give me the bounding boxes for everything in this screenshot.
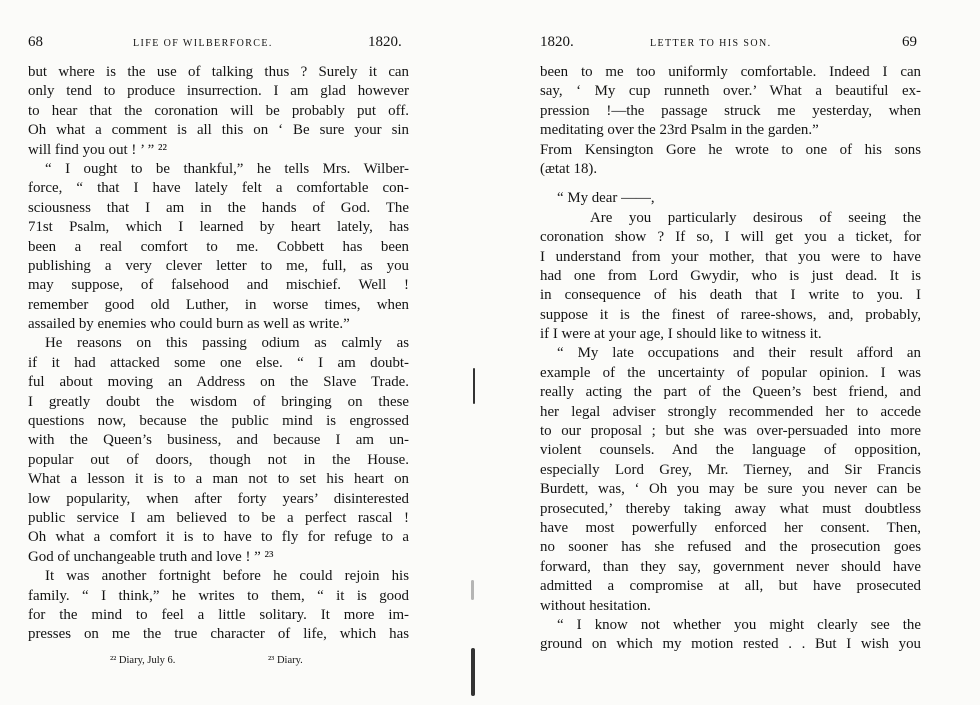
left-footnotes bbox=[110, 655, 393, 666]
text-line: violent counsels. And the language of opposition, bbox=[540, 442, 921, 459]
text-line: forward, than they say, government never should have bbox=[540, 558, 921, 575]
text-line: popular out of doors, though not in the House. bbox=[28, 451, 409, 468]
text-line: “ I know not whether you might clearly see the bbox=[557, 616, 921, 633]
text-line: been a real comfort to me. Cobbett has been bbox=[28, 238, 409, 255]
right-page bbox=[490, 0, 980, 705]
text-line: Oh what a comment is all this on ‘ Be sure your sin bbox=[28, 122, 409, 139]
right-running-head: LETTER TO HIS SON. bbox=[650, 38, 772, 49]
text-line: God of unchangeable truth and love ! ” ²³ bbox=[28, 548, 274, 565]
text-line: What a lesson it is to a man not to set his heart on bbox=[28, 471, 409, 488]
text-line: been to me too uniformly comfortable. Indeed I can bbox=[540, 64, 921, 80]
text-line: family. “ I think,” he writes to them, “ it is good bbox=[28, 587, 409, 604]
text-line: suppose it is the finest of raree-shows, and, probably, bbox=[540, 306, 921, 323]
text-line: with the Queen’s business, and because I am un- bbox=[28, 432, 409, 449]
text-line: will find you out ! ’ ” ²² bbox=[28, 141, 167, 158]
right-year: 1820. bbox=[540, 34, 574, 50]
text-line: assailed by enemies who could burn as well as write.” bbox=[28, 316, 350, 333]
text-line: to our proposal ; but she was over-persuaded into more bbox=[540, 423, 921, 440]
text-line: admitted a compromise at all, but have prosecuted bbox=[540, 578, 921, 595]
text-line: say, ‘ My cup runneth over.’ What a beautiful ex- bbox=[540, 83, 921, 100]
text-line: Burdett, was, ‘ Oh you may be sure you never can be bbox=[540, 481, 921, 498]
left-page-number: 68 bbox=[28, 34, 43, 50]
text-line: really acting the part of the Queen’s best friend, and bbox=[540, 384, 921, 401]
text-line: no sooner has she refused and the prosecution goes bbox=[540, 539, 921, 556]
footnote-23: ²³ Diary. bbox=[268, 655, 303, 666]
text-line: publishing a very clever letter to me, full, as you bbox=[28, 257, 409, 274]
gutter-mark bbox=[473, 368, 475, 404]
text-line: if I were at your age, I should like to witness it. bbox=[540, 326, 822, 343]
left-year: 1820. bbox=[368, 34, 402, 50]
text-line: Oh what a comfort it is to have to fly for refuge to a bbox=[28, 529, 409, 546]
text-line: 71st Psalm, which I learned by heart lately, has bbox=[28, 219, 409, 236]
text-line: in consequence of his death that I write to you. I bbox=[540, 287, 921, 304]
text-line: to hear that the coronation will be probably put off. bbox=[28, 102, 409, 119]
text-line: ful about moving an Address on the Slave Trade. bbox=[28, 374, 409, 391]
text-line: I greatly doubt the wisdom of bringing on these bbox=[28, 393, 409, 410]
left-running-head: LIFE OF WILBERFORCE. bbox=[133, 38, 273, 49]
text-line: may suppose, of falsehood and mischief. Well ! bbox=[28, 277, 409, 294]
text-line: ground on which my motion rested . . But I wish you bbox=[540, 636, 921, 653]
left-body-text bbox=[28, 63, 409, 645]
text-line: had one from Lord Gwydir, who is just dead. It is bbox=[540, 267, 921, 284]
text-line: but where is the use of talking thus ? Surely it can bbox=[28, 64, 409, 80]
text-line: low popularity, when after forty years’ disinterested bbox=[28, 490, 409, 507]
text-line: pression !—the passage struck me yesterday, when bbox=[540, 102, 921, 119]
left-page bbox=[0, 0, 470, 705]
text-line: From Kensington Gore he wrote to one of his sons bbox=[540, 141, 921, 158]
text-line: I understand from your mother, that you were to have bbox=[540, 248, 921, 265]
text-line: “ I ought to be thankful,” he tells Mrs. Wilber- bbox=[45, 160, 409, 177]
right-page-number: 69 bbox=[902, 34, 917, 50]
text-line: “ My dear ——, bbox=[557, 190, 655, 207]
text-line: (ætat 18). bbox=[540, 160, 598, 177]
text-line: for the mind to feel a little solitary. It more im- bbox=[28, 606, 409, 623]
right-page-header bbox=[490, 34, 980, 54]
text-line: her legal adviser strongly recommended her to accede bbox=[540, 403, 921, 420]
text-line: remember good old Luther, in worse times, when bbox=[28, 296, 409, 313]
text-line: have most powerfully enforced her consent. Then, bbox=[540, 519, 921, 536]
text-line: It was another fortnight before he could rejoin his bbox=[45, 568, 409, 585]
text-line: especially Lord Grey, Mr. Tierney, and Sir Francis bbox=[540, 461, 921, 478]
text-line: prosecuted,’ thereby taking away what must doubtless bbox=[540, 500, 921, 517]
text-line: coronation show ? If so, I will get you a ticket, for bbox=[540, 229, 921, 246]
book-gutter bbox=[458, 0, 494, 705]
text-line: questions now, because the public mind is engrossed bbox=[28, 413, 409, 430]
text-line: if it had attacked some one else. “ I am doubt- bbox=[28, 354, 409, 371]
right-body-text bbox=[540, 63, 921, 655]
text-line: only tend to produce insurrection. I am glad however bbox=[28, 83, 409, 100]
left-page-header bbox=[0, 34, 470, 54]
text-line: without hesitation. bbox=[540, 597, 651, 614]
text-line: public service I am believed to be a perfect rascal ! bbox=[28, 509, 409, 526]
text-line: sciousness that I am in the hands of God. The bbox=[28, 199, 409, 216]
text-line: meditating over the 23rd Psalm in the garden.” bbox=[540, 122, 819, 139]
gutter-mark bbox=[471, 580, 474, 600]
text-line: “ My late occupations and their result afford an bbox=[557, 345, 921, 362]
text-line: Are you particularly desirous of seeing the bbox=[590, 209, 921, 226]
gutter-mark bbox=[471, 648, 475, 696]
text-line: example of the uncertainty of popular opinion. I was bbox=[540, 364, 921, 381]
text-line: presses on me the true character of life, which has bbox=[28, 626, 409, 643]
footnote-22: ²² Diary, July 6. bbox=[110, 655, 176, 666]
text-line: He reasons on this passing odium as calmly as bbox=[45, 335, 409, 352]
text-line: force, “ that I have lately felt a comfortable con- bbox=[28, 180, 409, 197]
